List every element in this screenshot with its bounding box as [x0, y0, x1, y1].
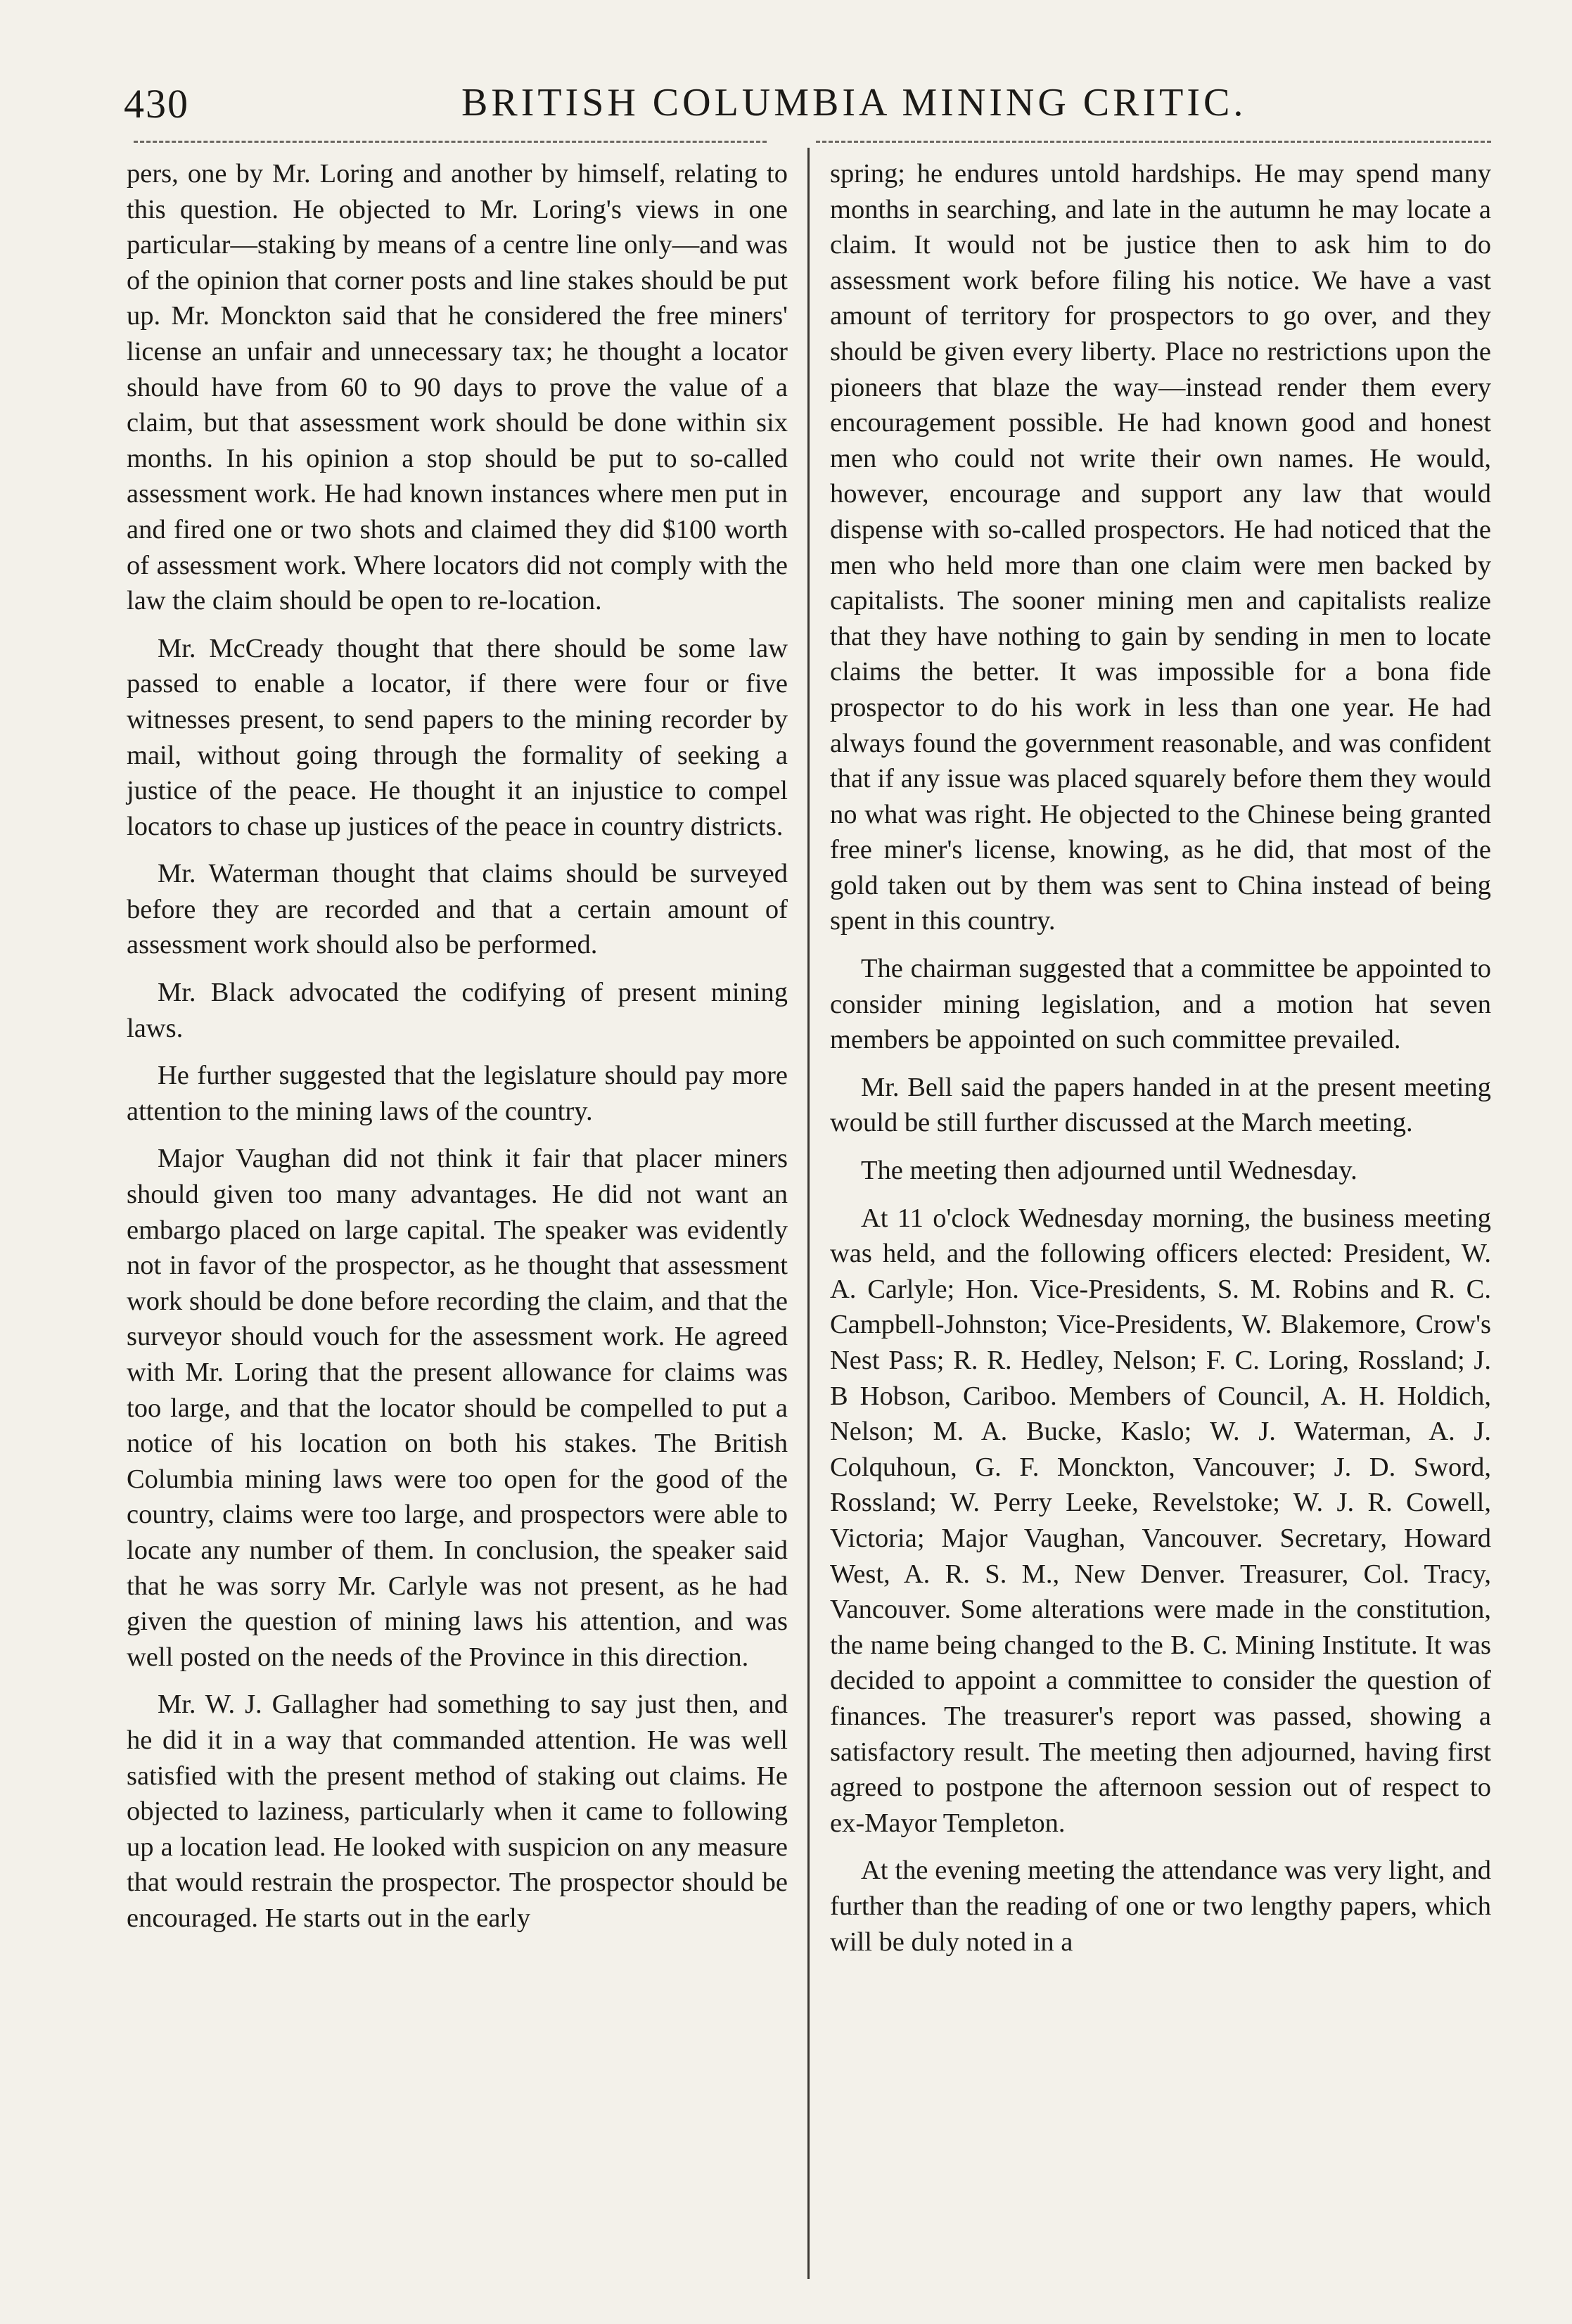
paragraph-legislature: He further suggested that the legislature should pay more attention to the mining laws of the country.: [127, 1061, 788, 1126]
paragraph-gallagher-continued: spring; he endures untold hardships. He may spend many months in searching, and late in the autumn he may locate a claim. It would not be justice then to ask him to do assessment work before filing his notice. We have a vast amount of territory for prospectors to go over, and they should be given every liberty. Place no restrictions upon the pioneers that blaze the way—instead render them every encouragement possible. He had known good and honest men who could not write their own names. He would, however, encourage and support any law that would dispense with so-called prospectors. He had noticed that the men who held more than one claim were men backed by capitalists. The sooner mining men and capitalists realize that they have nothing to gain by sending in men to locate claims the better. It was impossible for a bona fide prospector to do his work in less than one year. He had always found the government reasonable, and was confident that if any issue was placed squarely before them they would no what was right. He objected to the Chinese being granted free miner's license, knowing, as he did, that most of the gold taken out by them was sent to China instead of being spent in this country.: [830, 159, 1491, 936]
paragraph-continued: pers, one by Mr. Loring and another by himself, relating to this question. He objected to Mr. Loring's views in one particular—staking by means of a centre line only—and was of the opinion that corner posts and line stakes should be put up. Mr. Monckton said that he considered the free miners' license an unfair and unnecessary tax; he thought a locator should have from 60 to 90 days to prove the value of a claim, but that assessment work should be done within six months. In his opinion a stop should be put to so-called assessment work. He had known instances where men put in and fired one or two shots and claimed they did $100 worth of assessment work. Where locators did not comply with the law the claim should be open to re-location.: [127, 159, 788, 616]
page-number: 430: [124, 81, 189, 127]
paragraph-vaughan: Major Vaughan did not think it fair that placer miners should given too many advantages. He did not want an embargo placed on large capital. The speaker was evidently not in favor of the prospector, as he thought that assessment work should be done before recording the claim, and that the surveyor should vouch for the assessment work. He agreed with Mr. Loring that the present allowance for claims was too large, and that the locator should be compelled to put a notice of his location on both his stakes. The British Columbia mining laws were too open for the good of the country, claims were too large, and prospectors were able to locate any number of them. In conclusion, the speaker said that he was sorry Mr. Carlyle was not present, as he had given the question of mining laws his attention, and was well posted on the needs of the Province in this direction.: [127, 1144, 788, 1672]
running-title: BRITISH COLUMBIA MINING CRITIC.: [461, 81, 1247, 124]
left-column: [127, 156, 788, 1948]
paragraph-chairman: The chairman suggested that a committee be appointed to consider mining legislation, and a motion hat seven members be appointed on such committee prevailed.: [830, 954, 1491, 1055]
paragraph-waterman: Mr. Waterman thought that claims should be surveyed before they are recorded and that a certain amount of assessment work should also be performed.: [127, 859, 788, 960]
paragraph-mccready: Mr. McCready thought that there should be some law passed to enable a locator, if there were four or five witnesses present, to send papers to the mining recorder by mail, without going through the formality of seeking a justice of the peace. He thought it an injustice to compel locators to chase up justices of the peace in country districts.: [127, 633, 788, 841]
header-rule-right: [816, 141, 1491, 143]
header-rule-left: [134, 141, 767, 143]
paragraph-black: Mr. Black advocated the codifying of present mining laws.: [127, 978, 788, 1043]
paragraph-officers: At 11 o'clock Wednesday morning, the business meeting was held, and the following officers elected: President, W. A. Carlyle; Hon. Vice-Presidents, S. M. Robins and R. C. Campbell-Johnston; Vice-Presidents, W. Blakemore, Crow's Nest Pass; R. R. Hedley, Nelson; F. C. Loring, Rossland; J. B Hobson, Cariboo. Members of Council, A. H. Holdich, Nelson; M. A. Bucke, Kaslo; W. J. Waterman, A. J. Colquhoun, G. F. Monckton, Vancouver; J. D. Sword, Rossland; W. Perry Leeke, Revelstoke; W. J. R. Cowell, Victoria; Major Vaughan, Vancouver. Secretary, Howard West, A. R. S. M., New Denver. Treasurer, Col. Tracy, Vancouver. Some alterations were made in the constitution, the name being changed to the B. C. Mining Institute. It was decided to appoint a committee to consider the question of finances. The treasurer's report was passed, showing a satisfactory result. The meeting then adjourned, having first agreed to postpone the afternoon session out of respect to ex-Mayor Templeton.: [830, 1203, 1491, 1838]
page-header: [124, 76, 1502, 139]
paragraph-bell: Mr. Bell said the papers handed in at the present meeting would be still further discussed at the March meeting.: [830, 1072, 1491, 1138]
right-column: [830, 156, 1491, 1972]
paragraph-evening-meeting: At the evening meeting the attendance was very light, and further than the reading of one or two lengthy papers, which will be duly noted in a: [830, 1856, 1491, 1957]
column-divider: [807, 148, 810, 2279]
paragraph-gallagher: Mr. W. J. Gallagher had something to say just then, and he did it in a way that commanded attention. He was well satisfied with the present method of staking out claims. He objected to laziness, particularly when it came to following up a location lead. He looked with suspicion on any measure that would restrain the prospector. The prospector should be encouraged. He starts out in the early: [127, 1690, 788, 1933]
paragraph-adjourned: The meeting then adjourned until Wednesday.: [861, 1156, 1357, 1186]
